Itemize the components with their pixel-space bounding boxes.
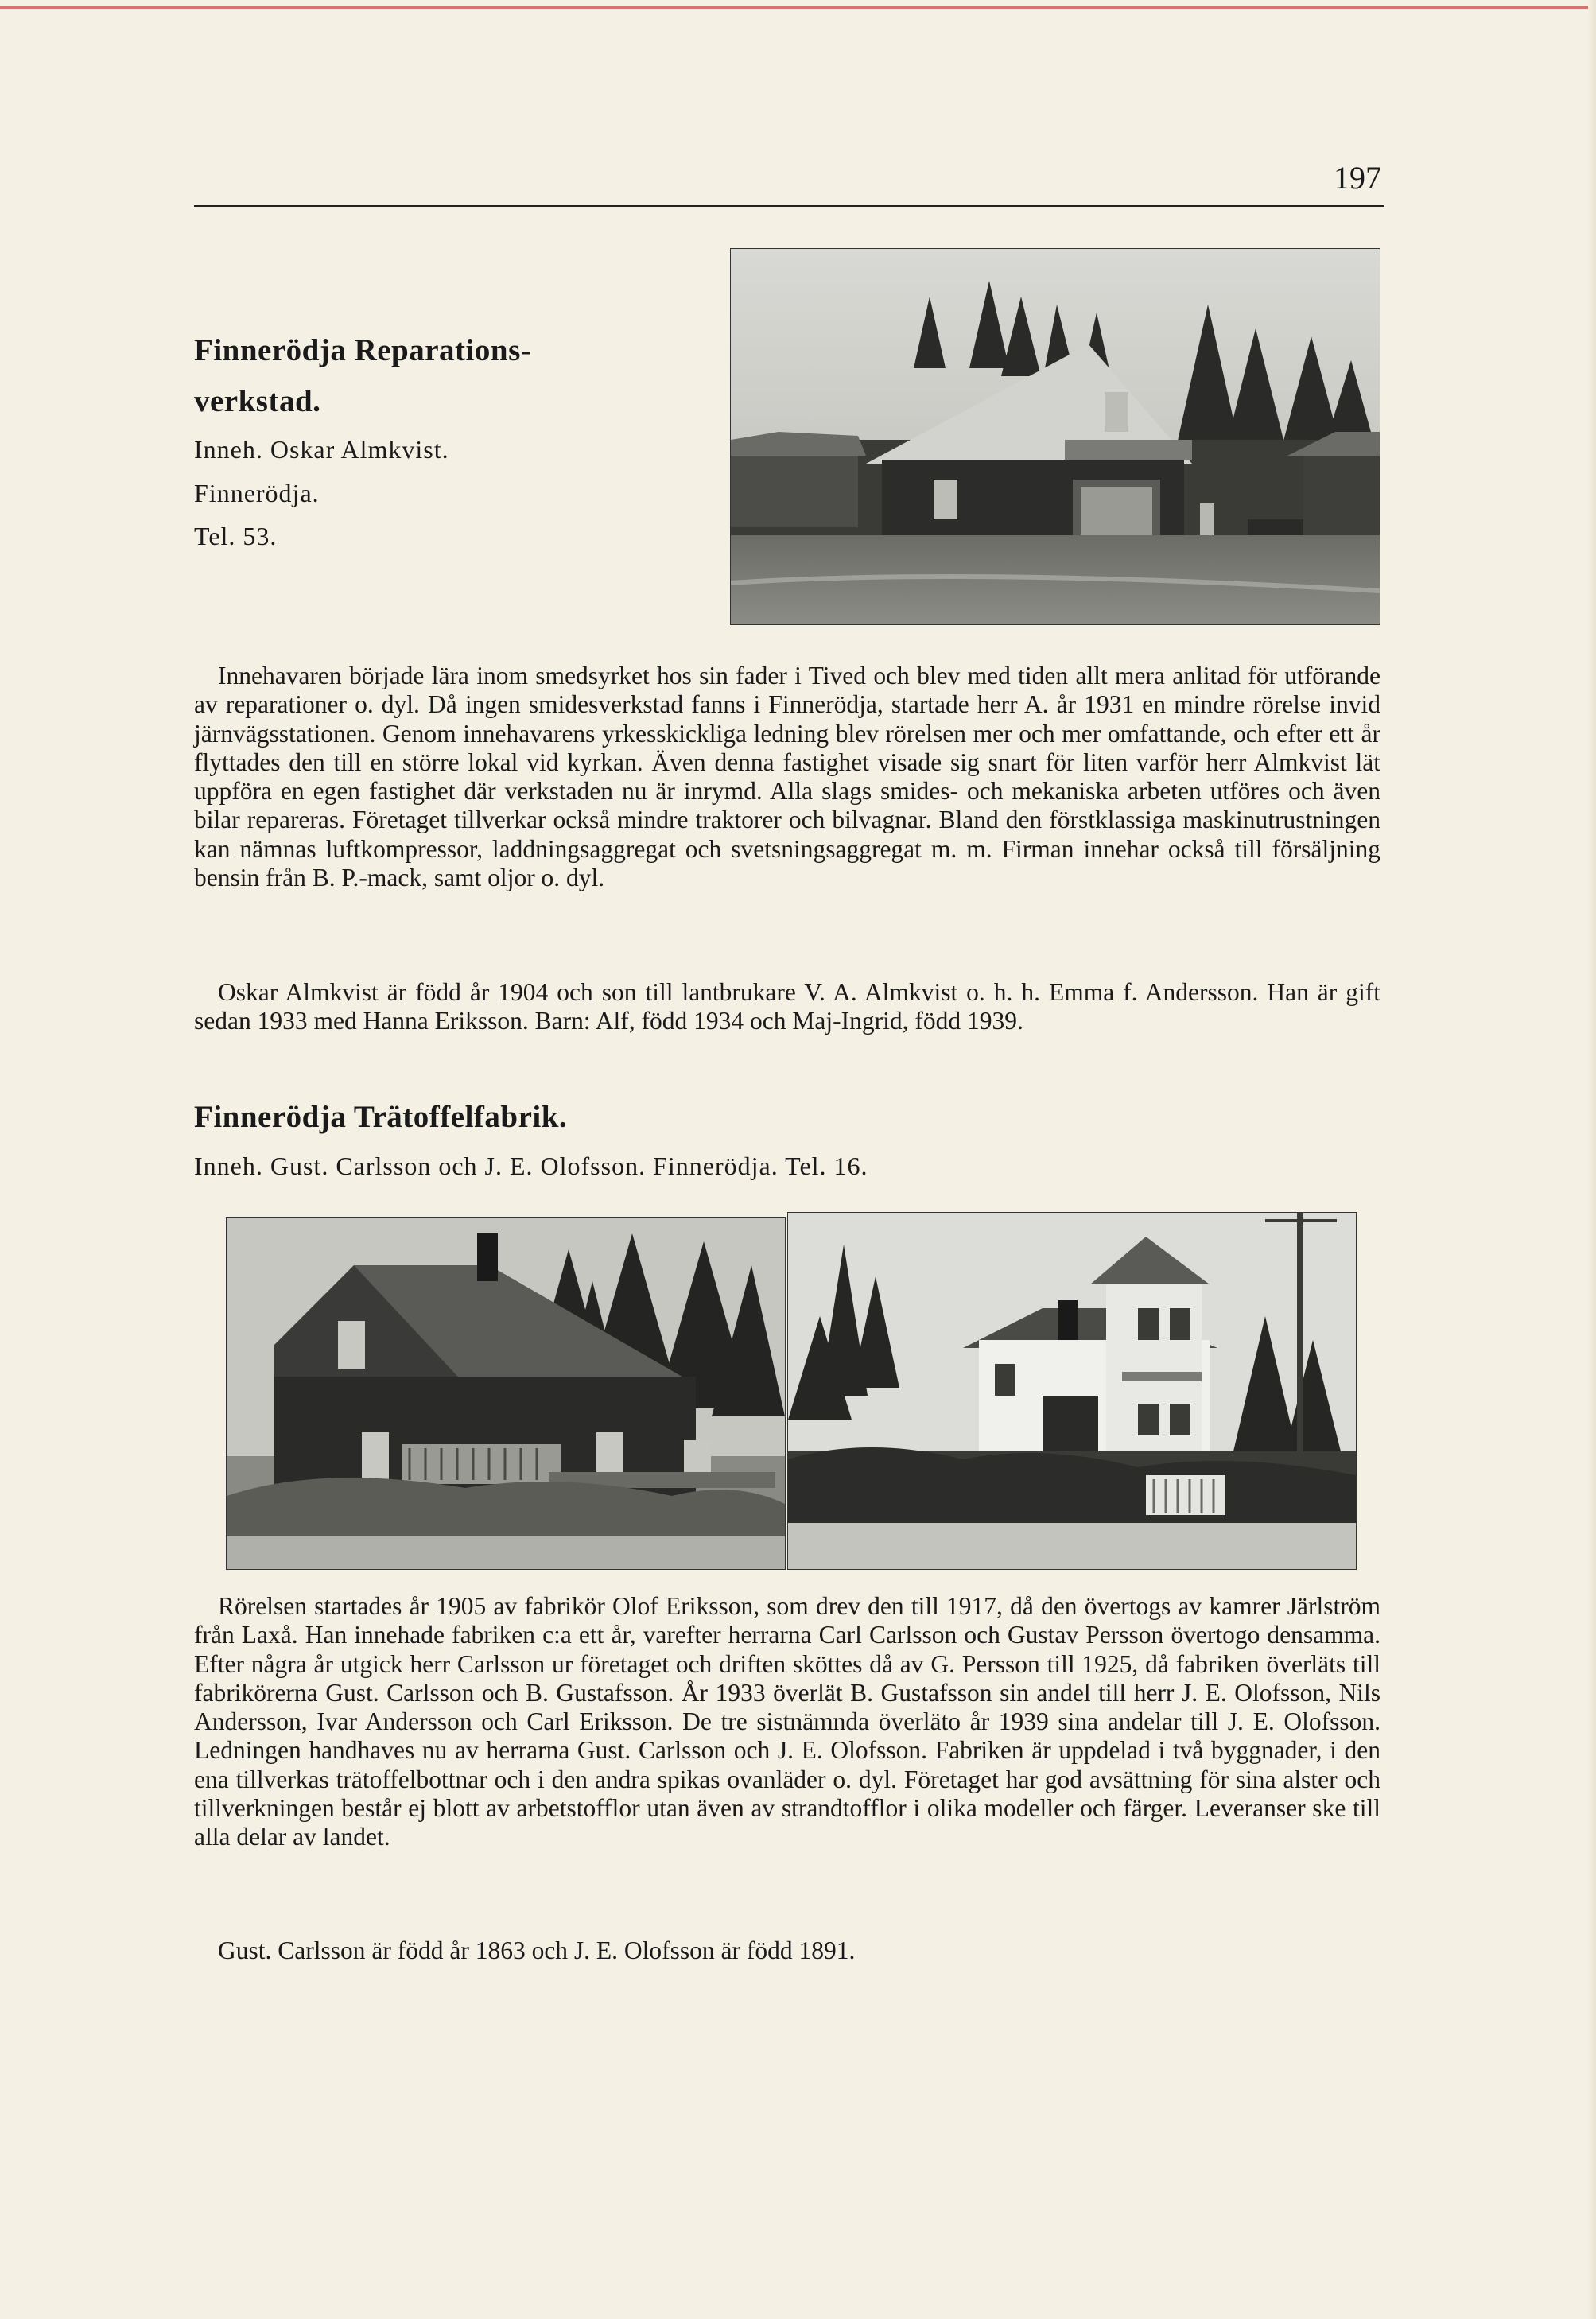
section1-phone: Tel. 53. bbox=[194, 522, 278, 550]
villa-photo bbox=[787, 1212, 1357, 1570]
section1-paragraph1: Innehavaren började lära inom smedsyrket hos sin fader i Tived och blev med tiden allt mera anlitad för utförande av reparationer o. dyl. Då ingen smidesverkstad fanns i Finnerödja, startade herr A. år 1931 en mindre rörelse invid järnvägsstationen. Genom innehavarens yrkesskickliga ledning blev rörelsen mer och mer omfattande, och efter ett år flyttades den till en större lokal vid kyrkan. Även denna fastighet visade sig snart för liten varför herr Almkvist lät uppföra en egen fastighet där verkstaden nu är inrymd. Alla slags smides- och mekaniska arbeten utföres och även bilar repareras. Företaget tillverkar också mindre traktorer och bilvagnar. Bland den förstklassiga maskinutrustningen kan nämnas luftkompressor, laddningsaggregat och svetsningsaggregat m. m. Firman innehar också till försäljning bensin från B. P.-mack, samt oljor o. dyl. bbox=[194, 662, 1380, 892]
page-edge bbox=[1588, 0, 1596, 2319]
section2-paragraph1: Rörelsen startades år 1905 av fabrikör Olof Eriksson, som drev den till 1917, då den övertogs av kamrer Järlström från Laxå. Han innehade fabriken c:a ett år, varefter herrarna Carl Carlsson och Gustav Persson övertogo densamma. Efter några år utgick herr Carlsson ur företaget och driften sköttes då av G. Persson till 1925, då fabriken överläts till fabrikörerna Gust. Carlsson och B. Gustafsson. År 1933 överlät B. Gustafsson sin andel till herr J. E. Olofsson, Nils Andersson, Ivar Andersson och Carl Eriksson. De tre sistnämnda överläto år 1939 sina andelar till J. E. Olofsson. Ledningen handhaves nu av herrarna Gust. Carlsson och J. E. Olofsson. Fabriken är uppdelad i två byggnader, i den ena tillverkas trätoffelbottnar och i den andra spikas ovanläder o. dyl. Företaget har god avsättning för sina alster och tillverkningen består ej blott av arbetstofflor utan även av strandtofflor i olika modeller och färger. Leveranser ske till alla delar av landet. bbox=[194, 1592, 1380, 1851]
page-number: 197 bbox=[1334, 160, 1381, 196]
section1-place: Finnerödja. bbox=[194, 479, 320, 507]
header-rule bbox=[194, 205, 1384, 207]
section1-paragraph2: Oskar Almkvist är född år 1904 och son till lantbrukare V. A. Almkvist o. h. h. Emma f. Andersson. Han är gift sedan 1933 med Hanna Eriksson. Barn: Alf, född 1934 och Maj-Ingrid, född 1939. bbox=[194, 978, 1380, 1035]
section2-meta: Inneh. Gust. Carlsson och J. E. Olofsson. Finnerödja. Tel. 16. bbox=[194, 1152, 868, 1180]
factory-photo bbox=[226, 1217, 786, 1570]
workshop-photo bbox=[730, 248, 1380, 625]
section2-paragraph2: Gust. Carlsson är född år 1863 och J. E. Olofsson är född 1891. bbox=[218, 1936, 856, 1964]
section1-owner: Inneh. Oskar Almkvist. bbox=[194, 435, 449, 464]
section2-title: Finnerödja Trätoffelfabrik. bbox=[194, 1100, 568, 1134]
section1-title-line2: verkstad. bbox=[194, 384, 321, 418]
section1-title-line1: Finnerödja Reparations- bbox=[194, 333, 532, 367]
top-edge-rule bbox=[0, 6, 1596, 9]
